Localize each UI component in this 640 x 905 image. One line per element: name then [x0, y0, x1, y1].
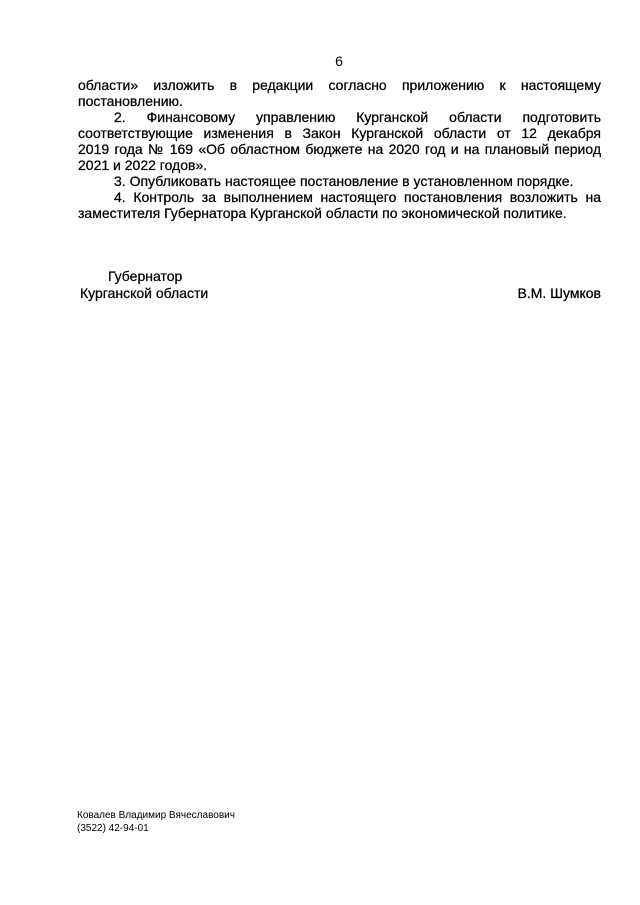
- paragraph-1-line-2: постановлению.: [78, 93, 183, 109]
- paragraph-2-line-4: 2021 и 2022 годов».: [78, 157, 208, 173]
- executor-footer: [77, 809, 235, 835]
- signature-title-region: Курганской области: [80, 285, 209, 301]
- paragraph-2-line-3: 2019 года № 169 «Об областном бюджете на 2020 год и на плановый период: [78, 141, 601, 157]
- paragraph-4-line-1: 4. Контроль за выполнением настоящего постановления возложить на: [114, 189, 601, 205]
- document-body: [78, 77, 601, 221]
- paragraph-1-line-1: области» изложить в редакции согласно приложению к настоящему: [78, 77, 601, 93]
- signature-title-governor: Губернатор: [108, 268, 183, 284]
- signature-name: В.М. Шумков: [517, 285, 601, 301]
- paragraph-4-line-2: заместителя Губернатора Курганской области по экономической политике.: [78, 205, 567, 221]
- paragraph-2-line-1: 2. Финансовому управлению Курганской области подготовить: [114, 109, 601, 125]
- executor-phone: (3522) 42-94-01: [77, 823, 149, 834]
- paragraph-3-line-1: 3. Опубликовать настоящее постановление в установленном порядке.: [114, 173, 574, 189]
- paragraph-2-line-2: соответствующие изменения в Закон Курганской области от 12 декабря: [78, 125, 601, 141]
- executor-name: Ковалев Владимир Вячеславович: [77, 810, 235, 821]
- page-number: 6: [335, 53, 343, 69]
